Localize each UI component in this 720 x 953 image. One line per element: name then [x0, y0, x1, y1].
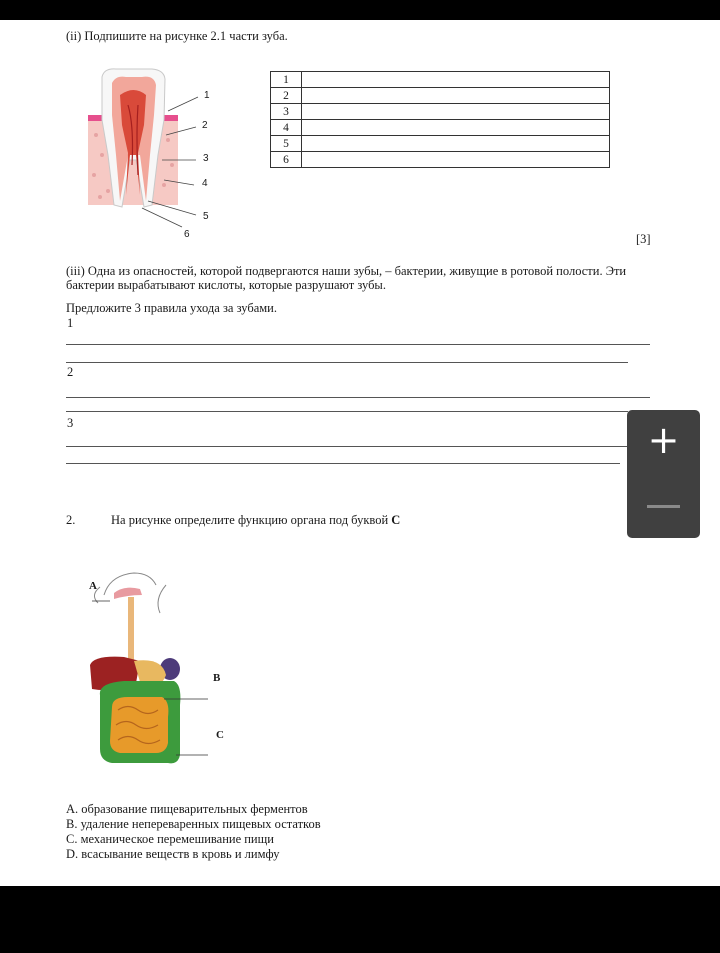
option-a: A. образование пищеварительных ферментов: [66, 802, 308, 816]
task2-number: 2.: [66, 513, 76, 527]
zoom-in-icon[interactable]: +: [647, 418, 680, 462]
answer-cell[interactable]: [302, 104, 610, 120]
tooth-label-4: 4: [202, 178, 208, 189]
table-row: [271, 72, 610, 88]
answer-line: [66, 397, 650, 398]
table-row: [271, 152, 610, 168]
tooth-label-2: 2: [202, 120, 208, 131]
rule-number-3: 3: [67, 416, 74, 430]
answer-line: [66, 362, 628, 363]
row-number: 1: [271, 72, 302, 88]
table-row: [271, 104, 610, 120]
zoom-control: [627, 410, 700, 538]
answer-line: [66, 344, 650, 345]
answer-line: [66, 446, 628, 447]
rule-number-2: 2: [67, 365, 74, 379]
q2-heading: (ii) Подпишите на рисунке 2.1 части зуба.: [66, 29, 288, 43]
figure-label-c: C: [216, 729, 224, 741]
option-d: D. всасывание веществ в кровь и лимфу: [66, 847, 280, 861]
row-number: 2: [271, 88, 302, 104]
answer-cell[interactable]: [302, 120, 610, 136]
option-c: C. механическое перемешивание пищи: [66, 832, 274, 846]
table-row: [271, 136, 610, 152]
table-row: [271, 120, 610, 136]
tooth-label-1: 1: [204, 90, 210, 101]
rule-number-1: 1: [67, 316, 74, 330]
tooth-label-5: 5: [203, 211, 209, 222]
row-number: 6: [271, 152, 302, 168]
option-b: B. удаление непереваренных пищевых остатков: [66, 817, 321, 831]
table-row: [271, 88, 610, 104]
row-number: 4: [271, 120, 302, 136]
answer-line: [66, 463, 620, 464]
tooth-parts-table: [270, 71, 610, 168]
row-number: 3: [271, 104, 302, 120]
tooth-label-6: 6: [184, 229, 190, 240]
task2-question: На рисунке определите функцию органа под буквой C: [111, 513, 401, 527]
zoom-out-icon[interactable]: [647, 505, 680, 508]
answer-cell[interactable]: [302, 88, 610, 104]
answer-line: [66, 411, 628, 412]
figure-label-a: A: [89, 580, 97, 592]
answer-cell[interactable]: [302, 136, 610, 152]
q3-prompt: Предложите 3 правила ухода за зубами.: [66, 301, 277, 315]
answer-cell[interactable]: [302, 72, 610, 88]
q2-marks: [3]: [636, 232, 651, 246]
row-number: 5: [271, 136, 302, 152]
digestive-system-figure: [84, 565, 244, 775]
figure-label-b: B: [213, 672, 221, 684]
tooth-label-3: 3: [203, 153, 209, 164]
q3-paragraph: (iii) Одна из опасностей, которой подвергаются наши зубы, – бактерии, живущие в ротовой полости. Эти бактерии вырабатывают кислоты, которые разрушают зубы.: [66, 264, 627, 292]
answer-cell[interactable]: [302, 152, 610, 168]
worksheet-page: [0, 20, 720, 886]
